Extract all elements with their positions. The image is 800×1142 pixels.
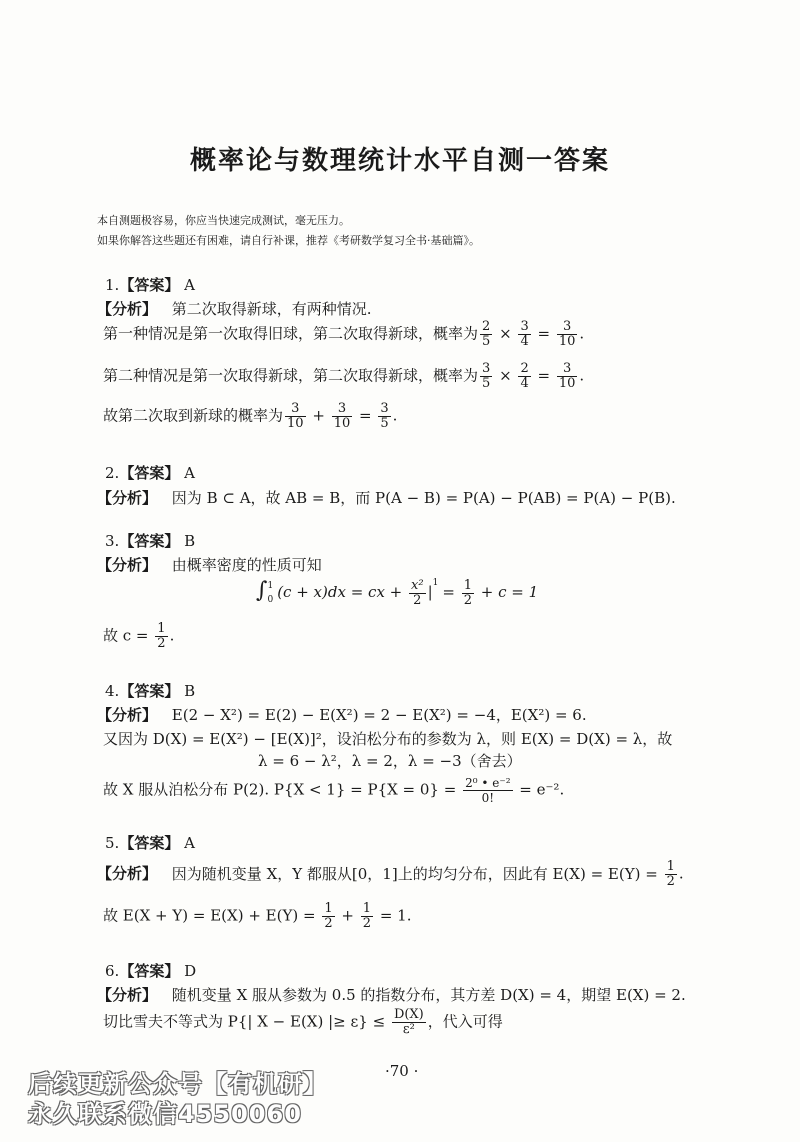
page-number: ·70 · bbox=[385, 1062, 419, 1080]
intro-line: 如果你解答这些题还有困难，请自行补课，推荐《考研数学复习全书·基础篇》。 bbox=[97, 234, 480, 247]
q3-conclusion: 故 c = $\frac{1}{2}$ . bbox=[103, 621, 175, 651]
q6-header: 6.【答案】 D bbox=[105, 962, 197, 980]
fraction: $\frac{2}{4}$ bbox=[520, 361, 529, 391]
fraction: $\frac{3}{10}$ bbox=[333, 401, 351, 431]
q1-line1: 第一种情况是第一次取得旧球，第二次取得新球，概率为 $\frac{2}{5}$ × $\frac{3}{4}$ = $\frac{3}{10}$ . bbox=[103, 319, 585, 349]
answer-value: D bbox=[184, 962, 197, 980]
answer-value: A bbox=[184, 276, 195, 294]
fraction: $\frac{3}{10}$ bbox=[558, 361, 576, 391]
q6-line2: 切比雪夫不等式为 P{| X − E(X) |≥ ε} ≤ $\frac{D(X)}{\text{ε²}}$ ，代入可得 bbox=[103, 1007, 503, 1037]
q6-analysis: 【分析】 随机变量 X 服从参数为 0.5 的指数分布，其方差 D(X) = 4，期望 E(X) = 2. bbox=[97, 986, 686, 1004]
fraction: $\frac{3}{5}$ bbox=[482, 361, 491, 391]
q1-line2: 第二种情况是第一次取得新球，第二次取得新球，概率为 $\frac{3}{5}$ × $\frac{2}{4}$ = $\frac{3}{10}$ . bbox=[103, 361, 585, 391]
q-number: 1. bbox=[105, 276, 120, 294]
q1-analysis bbox=[97, 298, 372, 319]
fraction: $\frac{3}{10}$ bbox=[287, 401, 304, 431]
watermark-line: 后续更新公众号【有机研】 bbox=[28, 1070, 328, 1098]
q4-analysis: 【分析】 E(2 − X²) = E(2) − E(X²) = 2 − E(X²) = −4，E(X²) = 6. bbox=[97, 706, 587, 724]
q5-header: 5.【答案】 A bbox=[105, 834, 195, 852]
intro-line: 本自测题极容易，你应当快速完成测试，毫无压力。 bbox=[97, 214, 350, 227]
answer-value: A bbox=[184, 464, 195, 482]
answer-value: B bbox=[184, 682, 196, 700]
answer-value: B bbox=[184, 532, 196, 550]
q3-header: 3.【答案】 B bbox=[105, 532, 196, 550]
q4-line3: λ = 6 − λ²，λ = 2，λ = −3（舍去） bbox=[258, 752, 522, 770]
integral-sign: ∫ bbox=[256, 578, 268, 603]
page-title: 概率论与数理统计水平自测一答案 bbox=[189, 146, 610, 176]
watermark-line: 永久联系微信4550060 bbox=[28, 1100, 302, 1128]
q3-analysis: 【分析】 由概率密度的性质可知 bbox=[97, 556, 322, 574]
analysis-text: 因为 B ⊂ A，故 AB = B，而 P(A − B) = P(A) − P(AB) = P(A) − P(B). bbox=[171, 489, 676, 507]
q1-header bbox=[105, 274, 195, 295]
q5-analysis: 【分析】 因为随机变量 X，Y 都服从[0，1]上的均匀分布，因此有 E(X) = E(Y) = $\frac{1}{2}$ . bbox=[97, 859, 684, 889]
text: 第一种情况是第一次取得旧球，第二次取得新球，概率为 bbox=[103, 324, 479, 343]
analysis-text: 第二次取得新球，有两种情况. bbox=[171, 300, 372, 318]
q1-line3: 故第二次取到新球的概率为 $\frac{3}{10}$ + $\frac{3}{10}$ = $\frac{3}{5}$ . bbox=[103, 401, 398, 431]
analysis-text: 因为随机变量 X，Y 都服从[0，1]上的均匀分布，因此有 E(X) = E(Y) = bbox=[171, 864, 658, 883]
q2-analysis: 【分析】 因为 B ⊂ A，故 AB = B，而 P(A − B) = P(A) − P(AB) = P(A) − P(B). bbox=[97, 489, 676, 507]
text: 故第二次取到新球的概率为 bbox=[103, 406, 284, 425]
q4-header: 4.【答案】 B bbox=[105, 682, 196, 700]
q2-header: 2.【答案】 A bbox=[105, 464, 195, 482]
answer-label: 【答案】 bbox=[119, 276, 180, 294]
fraction: $\frac{3}{5}$ bbox=[380, 401, 389, 431]
analysis-label: 【分析】 bbox=[97, 300, 158, 318]
analysis-text: 随机变量 X 服从参数为 0.5 的指数分布，其方差 D(X) = 4，期望 E(X) = 2. bbox=[171, 986, 686, 1004]
q4-line2: 又因为 D(X) = E(X²) − [E(X)]²，设泊松分布的参数为 λ，则 E(X) = D(X) = λ，故 bbox=[103, 730, 673, 748]
analysis-text: 由概率密度的性质可知 bbox=[171, 556, 322, 574]
answer-value: A bbox=[184, 834, 195, 852]
q5-line2: 故 E(X + Y) = E(X) + E(Y) = $\frac{1}{2}$ + $\frac{1}{2}$ = 1. bbox=[103, 901, 412, 931]
fraction: $\frac{3}{10}$ bbox=[558, 319, 576, 349]
fraction: $\frac{3}{4}$ bbox=[520, 319, 529, 349]
q3-integral: ∫ 1 0 (c + x)dx = cx + $\frac{\text{x²}}{2}$ $|^1$ = $\frac{1}{2}$ + c = 1 bbox=[256, 577, 539, 608]
text: 第二种情况是第一次取得新球，第二次取得新球，概率为 bbox=[103, 366, 479, 385]
q4-line4: 故 X 服从泊松分布 P(2). P{X < 1} = P{X = 0} = $\frac{\text{2⁰ • e⁻²}}{0!}$ = e⁻². bbox=[103, 776, 565, 805]
fraction: $\frac{2}{5}$ bbox=[482, 319, 491, 349]
analysis-text: E(2 − X²) = E(2) − E(X²) = 2 − E(X²) = −4，E(X²) = 6. bbox=[171, 706, 587, 724]
